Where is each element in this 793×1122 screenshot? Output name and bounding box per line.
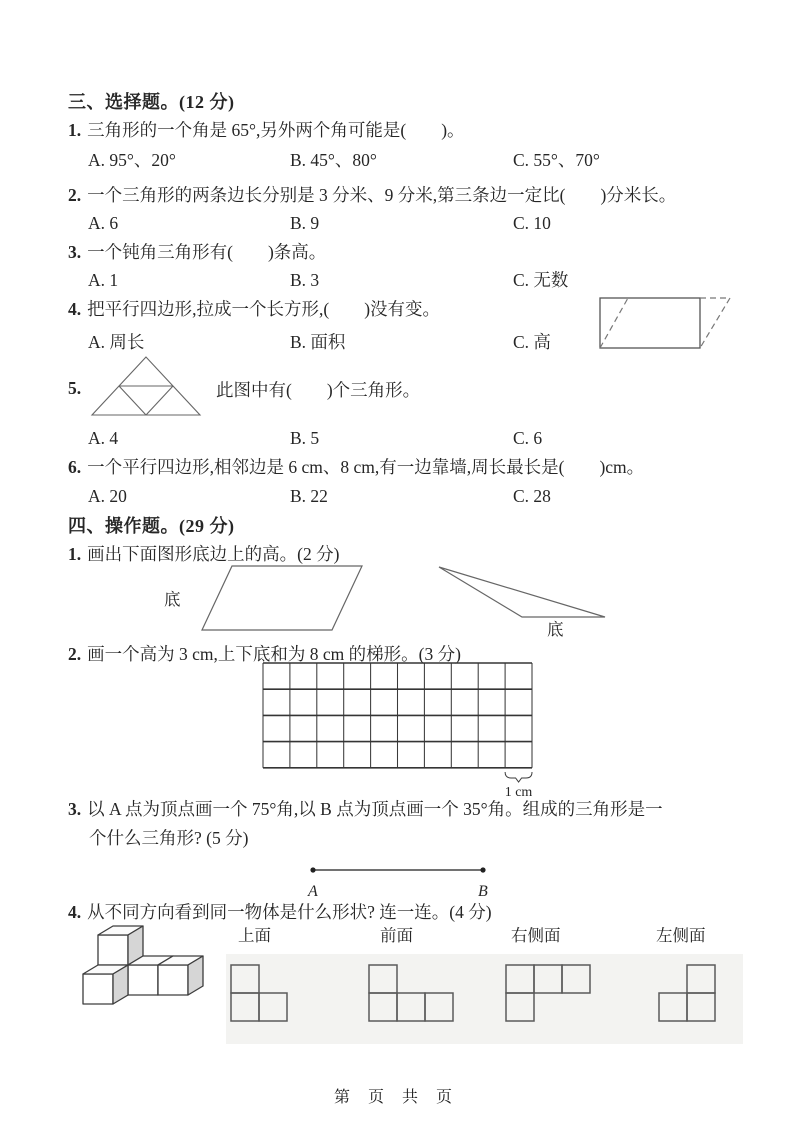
page-footer: 第 页 共 页	[333, 1089, 459, 1106]
choice-options-1	[88, 146, 753, 174]
triangle-with-base-figure	[425, 555, 630, 637]
question-text: 以 A 点为顶点画一个 75°角,以 B 点为顶点画一个 35°角。组成的三角形是一	[87, 799, 663, 819]
option-a: A. 4	[88, 428, 119, 448]
centimeter-grid-figure	[262, 662, 542, 798]
view-label-right-side: 右侧面	[511, 926, 561, 945]
question-number: 2.	[68, 185, 82, 205]
question-text: 从不同方向看到同一物体是什么形状? 连一连。(4 分)	[87, 902, 492, 922]
option-a: A. 1	[88, 270, 119, 290]
question-number: 1.	[68, 544, 82, 564]
option-c: C. 10	[513, 213, 551, 233]
choice-options-5	[88, 424, 753, 452]
option-b: B. 3	[290, 270, 320, 290]
question-number: 6.	[68, 457, 82, 477]
unit-label: 1 cm	[504, 785, 533, 798]
question-number: 4.	[68, 902, 82, 922]
base-label: 底	[547, 620, 564, 637]
view-label-front: 前面	[380, 926, 413, 945]
option-b: B. 5	[290, 428, 320, 448]
option-c: C. 高	[513, 332, 551, 352]
cube-stack-figure	[73, 924, 208, 1009]
ops-question-3-line2	[89, 824, 248, 852]
view-shape-l-3squares	[230, 964, 290, 1024]
question-number: 2.	[68, 644, 82, 664]
parallelogram-icon	[140, 558, 390, 636]
option-c: C. 无数	[513, 270, 569, 290]
brace-icon	[505, 772, 532, 782]
view-shape-mirrored-l	[658, 964, 718, 1024]
choice-question-4	[68, 295, 440, 323]
option-b: B. 面积	[290, 332, 346, 352]
question-number: 3.	[68, 799, 82, 819]
cube-stack-icon	[73, 924, 208, 1009]
triangle-diagram-icon	[88, 354, 204, 418]
l-shape-icon	[230, 964, 290, 1024]
base-label: 底	[164, 590, 181, 609]
choice-question-3	[68, 238, 326, 266]
subdivided-triangle-figure	[88, 354, 204, 418]
segment-ab-figure	[303, 860, 498, 902]
view-shape-row3-plus-bottom	[505, 964, 593, 1024]
question-text: 画一个高为 3 cm,上下底和为 8 cm 的梯形。(3 分)	[87, 644, 461, 664]
question-text: 把平行四边形,拉成一个长方形,( )没有变。	[87, 299, 441, 319]
option-c: C. 28	[513, 486, 551, 506]
option-a: A. 周长	[88, 332, 145, 352]
question-number: 5.	[68, 378, 82, 398]
option-b: B. 9	[290, 213, 320, 233]
option-a: A. 95°、20°	[88, 150, 176, 170]
question-text: 此图中有( )个三角形。	[216, 380, 421, 400]
parallelogram-with-base-figure	[140, 558, 390, 636]
choice-question-5	[216, 376, 420, 404]
choice-question-2	[68, 181, 676, 209]
choice-options-6	[88, 482, 753, 510]
question-text: 一个三角形的两条边长分别是 3 分米、9 分米,第三条边一定比( )分米长。	[87, 185, 677, 205]
option-a: A. 20	[88, 486, 127, 506]
choice-options-3	[88, 266, 753, 294]
segment-ab-icon	[303, 860, 498, 902]
views-matching-area	[68, 920, 773, 1052]
endpoint-b-label: B	[478, 883, 488, 900]
mirrored-l-shape-icon	[658, 964, 718, 1024]
question-text: 三角形的一个角是 65°,另外两个角可能是( )。	[87, 120, 465, 140]
question-text: 画出下面图形底边上的高。(2 分)	[87, 544, 340, 564]
obtuse-triangle-icon	[425, 555, 630, 637]
choice-question-1	[68, 116, 465, 144]
j-shape-icon	[368, 964, 456, 1024]
parallelogram-rectangle-icon	[598, 292, 736, 354]
question-number: 1.	[68, 120, 82, 140]
option-b: B. 22	[290, 486, 328, 506]
question-text: 一个平行四边形,相邻边是 6 cm、8 cm,有一边靠墙,周长最长是( )cm。	[87, 457, 645, 477]
section-choice-heading: 三、选择题。(12 分)	[68, 92, 235, 112]
view-shape-l-4squares	[368, 964, 456, 1024]
p-shape-icon	[505, 964, 593, 1024]
option-c: C. 6	[513, 428, 543, 448]
question-number: 4.	[68, 299, 82, 319]
option-b: B. 45°、80°	[290, 150, 377, 170]
choice-options-2	[88, 209, 753, 237]
endpoint-a-label: A	[308, 883, 318, 900]
view-label-left-side: 左侧面	[656, 926, 706, 945]
grid-icon	[262, 662, 542, 798]
option-a: A. 6	[88, 213, 119, 233]
ops-question-3-line1	[68, 795, 663, 823]
question-number: 3.	[68, 242, 82, 262]
question-text: 一个钝角三角形有( )条高。	[87, 242, 327, 262]
choice-question-6	[68, 453, 644, 481]
option-c: C. 55°、70°	[513, 150, 600, 170]
view-label-top: 上面	[238, 926, 271, 945]
section-ops-heading: 四、操作题。(29 分)	[68, 516, 235, 536]
question-text: 个什么三角形? (5 分)	[89, 828, 249, 848]
parallelogram-to-rectangle-figure	[598, 292, 736, 354]
